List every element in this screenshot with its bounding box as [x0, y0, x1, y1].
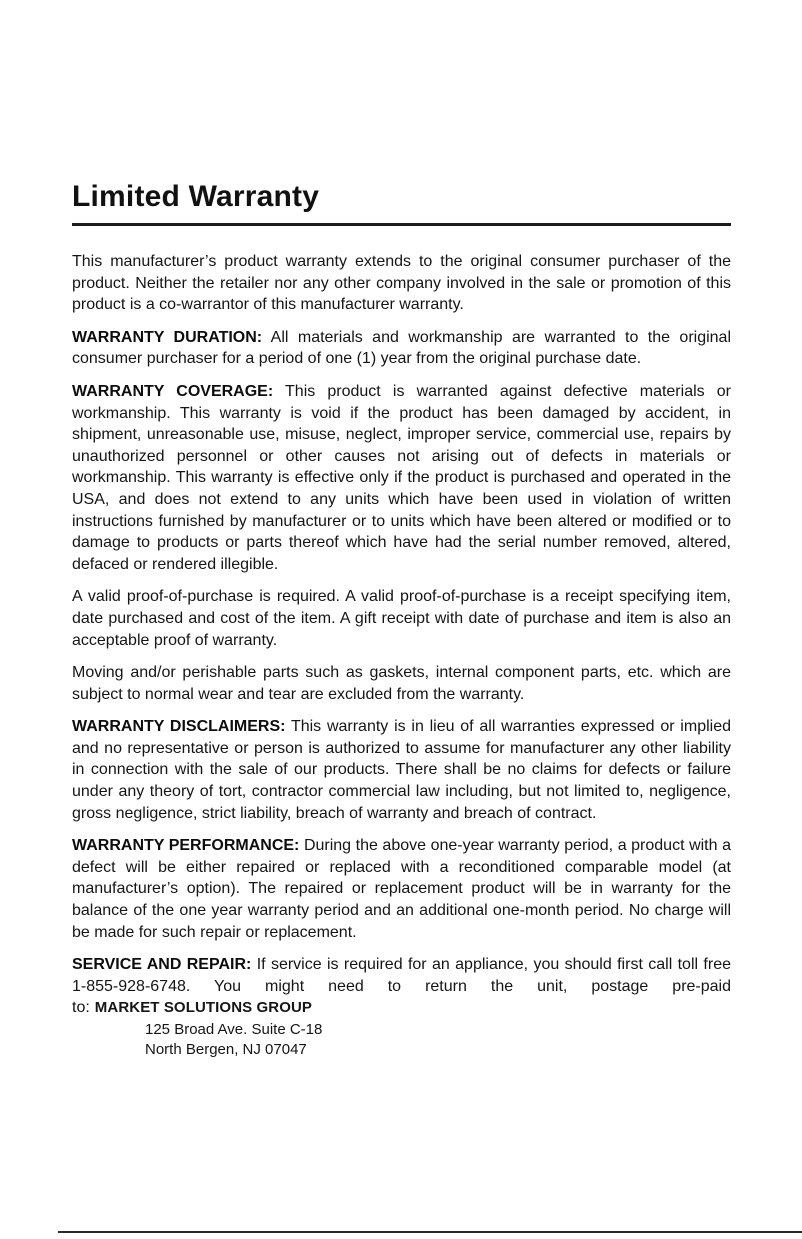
- paragraph-text: This product is warranted against defective materials or workmanship. This warranty is void if the product has been damaged by accident, in shipment, unreasonable use, misuse, neglect, improper service, commercial use, repairs by unauthorized personnel or other causes not arising out of defects in materials or workmanship. This warranty is effective only if the product is purchased and operated in the USA, and does not extend to any units which have been used in violation of written instructions furnished by manufacturer or to units which have been altered or modified or to damage to products or parts thereof which have had the serial number removed, altered, defaced or rendered illegible.: [72, 382, 731, 573]
- paragraph-text: All materials and workmanship are warranted to the original consumer purchaser for a period of one (1) year from the original purchase date.: [72, 328, 732, 368]
- paragraph-text: This manufacturer’s product warranty extends to the original consumer purchaser of the product. Neither the retailer nor any other company involved in the sale or promotion of this product is a co-warrantor of this manufacturer warranty.: [72, 253, 731, 314]
- paragraph-text: If service is required for an appliance, you should first call toll free 1-855-928-6748. You might need to return the unit, postage pre-paid to:: [72, 956, 731, 1017]
- paragraph-service-and-repair: [72, 954, 731, 1059]
- paragraph-warranty-performance: [72, 835, 731, 943]
- section-lead-performance: WARRANTY PERFORMANCE:: [72, 837, 300, 855]
- service-address-line2: North Bergen, NJ 07047: [145, 1040, 307, 1058]
- paragraph-proof-of-purchase: [72, 586, 731, 651]
- paragraph-text: A valid proof-of-purchase is required. A valid proof-of-purchase is a receipt specifying item, date purchased and cost of the item. A gift receipt with date of purchase and item is also an acceptable proof of warranty.: [72, 588, 731, 649]
- paragraph-intro: [72, 251, 731, 316]
- section-lead-disclaimers: WARRANTY DISCLAIMERS:: [72, 718, 286, 736]
- paragraph-text: This warranty is in lieu of all warranties expressed or implied and no representative or person is authorized to assume for manufacturer any other liability in connection with the sale of our products. There shall be no claims for defects or failure under any theory of tort, contractor commercial law including, but not limited to, negligence, gross negligence, strict liability, breach of warranty and breach of contract.: [72, 718, 731, 822]
- section-lead-service: SERVICE AND REPAIR:: [72, 956, 252, 974]
- service-company-name: MARKET SOLUTIONS GROUP: [94, 999, 312, 1017]
- service-address-line1: 125 Broad Ave. Suite C-18: [145, 1021, 323, 1038]
- paragraph-exclusions: [72, 662, 731, 705]
- section-lead-coverage: WARRANTY COVERAGE:: [72, 382, 274, 400]
- paragraph-text: During the above one-year warranty period, a product with a defect will be either repaired or replaced with a reconditioned comparable model (at manufacturer’s option). The repaired or replacement product will be in warranty for the balance of the one year warranty period and an additional one-month period. No charge will be made for such repair or replacement.: [72, 837, 731, 941]
- title-underline: [72, 223, 731, 226]
- paragraph-warranty-coverage: [72, 381, 731, 575]
- page-title: Limited Warranty: [72, 180, 320, 213]
- paragraph-text: Moving and/or perishable parts such as gaskets, internal component parts, etc. which are subject to normal wear and tear are excluded from the warranty.: [72, 664, 731, 703]
- paragraph-warranty-disclaimers: [72, 716, 731, 824]
- section-lead-duration: WARRANTY DURATION:: [72, 328, 263, 346]
- service-address-block: [145, 1020, 731, 1059]
- paragraph-warranty-duration: [72, 327, 731, 370]
- page-bottom-rule: [58, 1231, 802, 1233]
- document-body: [72, 180, 731, 1070]
